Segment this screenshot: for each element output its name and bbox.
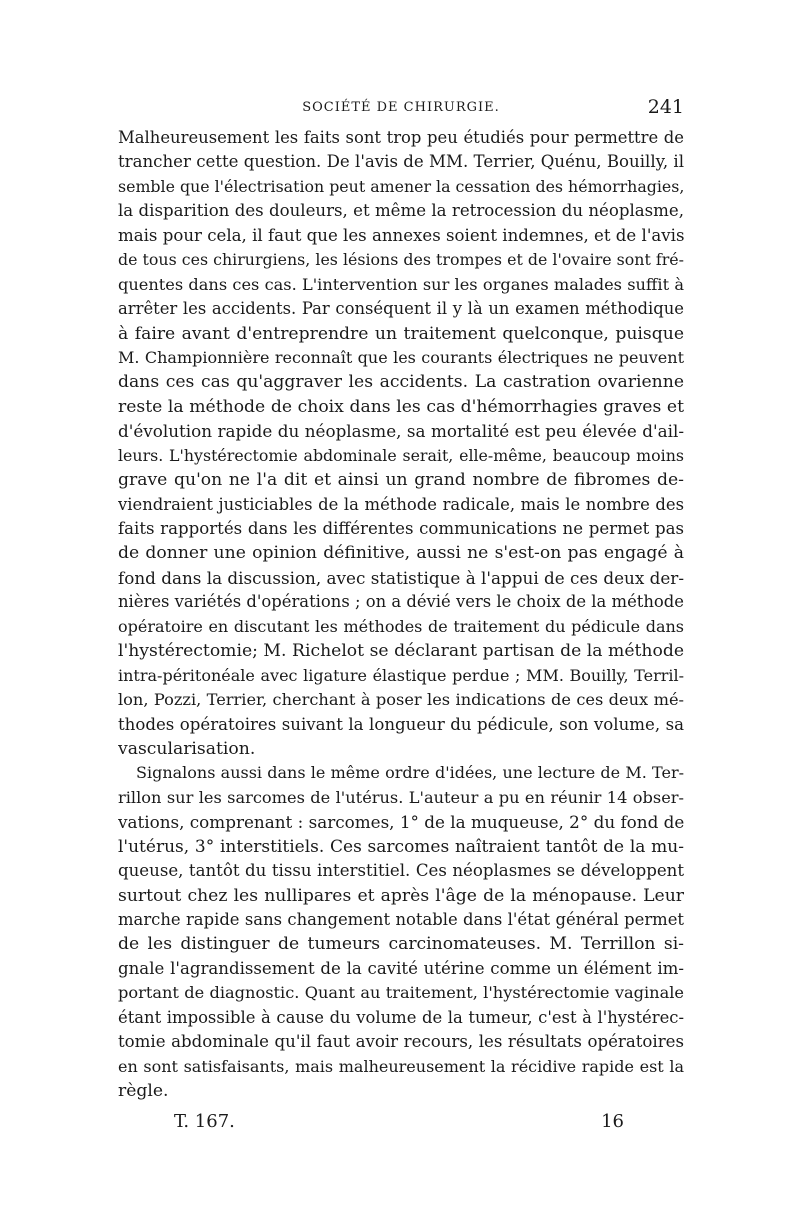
text-line: opératoire en discutant les méthodes de traitement du pédicule dans: [118, 616, 684, 636]
text-line: marche rapide sans changement notable dans l'état général permet: [118, 910, 684, 929]
text-line: portant de diagnostic. Quant au traitement, l'hystérectomie vaginale: [118, 983, 684, 1003]
text-line: l'utérus, 3° interstitiels. Ces sarcomes naîtraient tantôt de la mu-: [118, 836, 684, 857]
page-footer: [174, 1111, 624, 1135]
text-line: surtout chez les nullipares et après l'âge de la ménopause. Leur: [118, 885, 684, 906]
text-line: la disparition des douleurs, et même la retrocession du néoplasme,: [118, 201, 684, 221]
text-line: d'évolution rapide du néoplasme, sa mortalité est peu élevée d'ail-: [118, 421, 684, 442]
text-line: de tous ces chirurgiens, les lésions des trompes et de l'ovaire sont fré-: [118, 250, 684, 270]
text-line: Malheureusement les faits sont trop peu étudiés pour permettre de: [118, 128, 684, 147]
text-line: thodes opératoires suivant la longueur du pédicule, son volume, sa: [118, 714, 684, 734]
text-line: nières variétés d'opérations ; on a dévié vers le choix de la méthode: [118, 592, 684, 612]
text-line: leurs. L'hystérectomie abdominale serait, elle-même, beaucoup moins: [118, 445, 684, 465]
text-line: fond dans la discussion, avec statistique à l'appui de ces deux der-: [118, 567, 684, 588]
page-number: 241: [647, 96, 684, 118]
text-line: vascularisation.: [118, 738, 256, 759]
text-line: tomie abdominale qu'il faut avoir recours, les résultats opératoires: [118, 1032, 684, 1052]
signature-mark: 16: [601, 1111, 624, 1132]
text-line: vations, comprenant : sarcomes, 1° de la muqueuse, 2° du fond de: [118, 812, 684, 833]
text-line: rillon sur les sarcomes de l'utérus. L'auteur a pu en réunir 14 obser-: [118, 787, 684, 807]
running-title: SOCIÉTÉ DE CHIRURGIE.: [302, 100, 500, 115]
paragraph-1: [118, 126, 684, 761]
text-line: queuse, tantôt du tissu interstitiel. Ces néoplasmes se développent: [118, 861, 684, 881]
text-line: dans ces cas qu'aggraver les accidents. La castration ovarienne: [118, 372, 684, 393]
text-line: arrêter les accidents. Par conséquent il y là un examen méthodique: [118, 299, 684, 319]
volume-mark: T. 167.: [174, 1111, 235, 1132]
body-text: [118, 126, 684, 1104]
text-line: grave qu'on ne l'a dit et ainsi un grand nombre de fibromes de-: [118, 470, 684, 491]
text-line: quentes dans ces cas. L'intervention sur les organes malades suffit à: [118, 274, 684, 294]
text-line: reste la méthode de choix dans les cas d'hémorrhagies graves et: [118, 396, 684, 417]
running-head: [118, 98, 684, 122]
text-line: étant impossible à cause du volume de la tumeur, c'est à l'hystérec-: [118, 1007, 684, 1027]
text-line: règle.: [118, 1081, 169, 1102]
text-line: lon, Pozzi, Terrier, cherchant à poser les indications de ces deux mé-: [118, 690, 684, 710]
text-line: en sont satisfaisants, mais malheureusement la récidive rapide est la: [118, 1056, 684, 1076]
text-line: semble que l'électrisation peut amener la cessation des hémorrhagies,: [118, 176, 684, 196]
text-line: trancher cette question. De l'avis de MM. Terrier, Quénu, Bouilly, il: [118, 152, 684, 172]
text-line: viendraient justiciables de la méthode radicale, mais le nombre des: [118, 494, 684, 514]
text-line: gnale l'agrandissement de la cavité utérine comme un élément im-: [118, 958, 684, 978]
paragraph-2: [118, 761, 684, 1103]
text-line: l'hystérectomie; M. Richelot se déclarant partisan de la méthode: [118, 641, 684, 662]
text-line: de donner une opinion définitive, aussi ne s'est-on pas engagé à: [118, 543, 684, 564]
text-line: faits rapportés dans les différentes communications ne permet pas: [118, 519, 684, 538]
text-line: intra-péritonéale avec ligature élastique perdue ; MM. Bouilly, Terril-: [118, 665, 684, 685]
text-line: à faire avant d'entreprendre un traitement quelconque, puisque: [118, 323, 684, 344]
text-line: M. Championnière reconnaît que les courants électriques ne peuvent: [118, 347, 684, 367]
text-line: de les distinguer de tumeurs carcinomateuses. M. Terrillon si-: [118, 934, 684, 955]
text-line: mais pour cela, il faut que les annexes soient indemnes, et de l'avis: [118, 225, 684, 245]
text-line: Signalons aussi dans le même ordre d'idées, une lecture de M. Ter-: [136, 763, 684, 783]
